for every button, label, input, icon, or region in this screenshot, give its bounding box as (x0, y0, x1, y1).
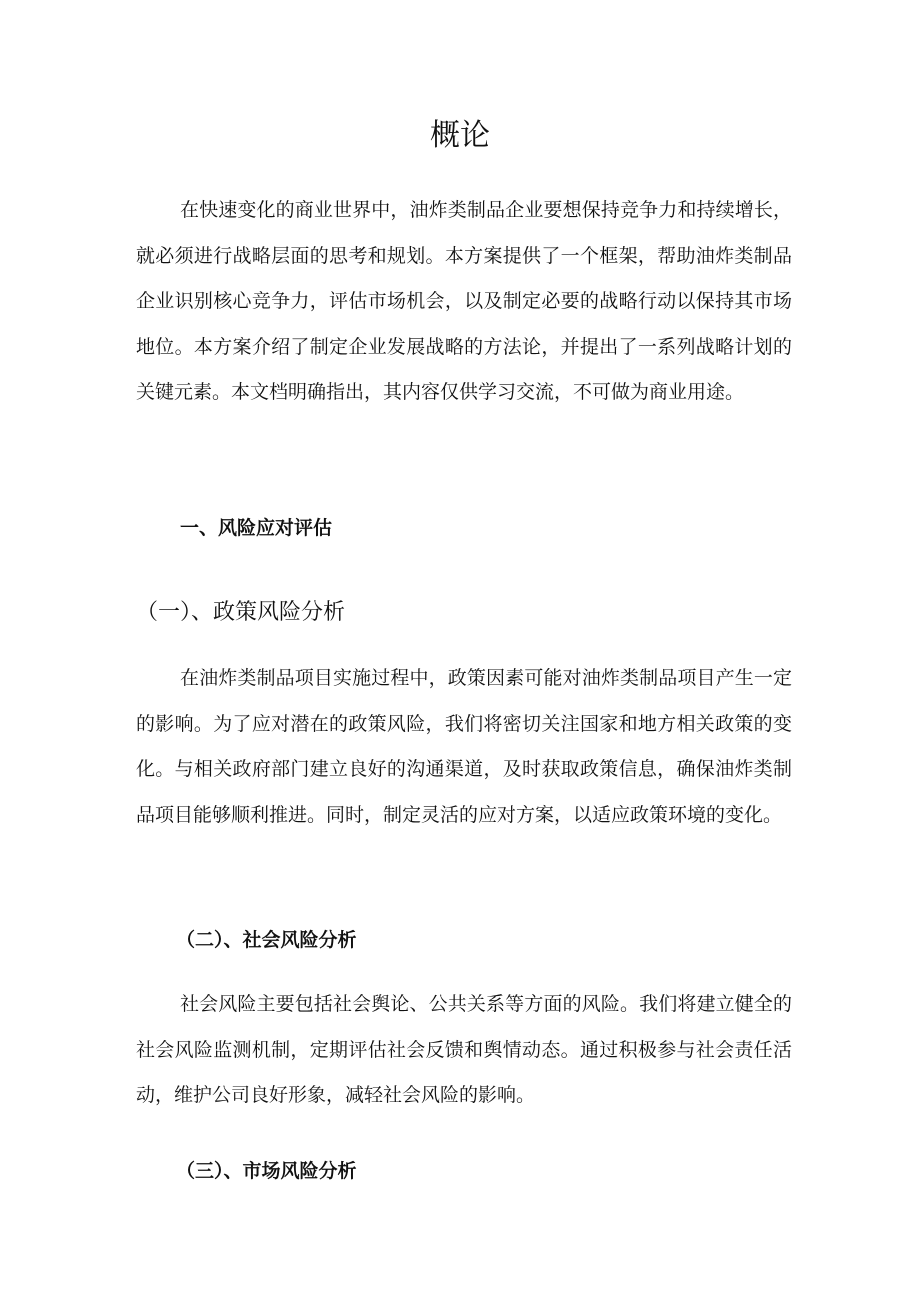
policy-risk-paragraph: 在油炸类制品项目实施过程中，政策因素可能对油炸类制品项目产生一定的影响。为了应对潜在的政策风险，我们将密切关注国家和地方相关政策的变化。与相关政府部门建立良好的沟通渠道，及时获取政策信息，确保油炸类制品项目能够顺利推进。同时，制定灵活的应对方案，以适应政策环境的变化。 (136, 667, 792, 826)
intro-paragraph: 在快速变化的商业世界中，油炸类制品企业要想保持竞争力和持续增长，就必须进行战略层面的思考和规划。本方案提供了一个框架，帮助油炸类制品企业识别核心竞争力，评估市场机会，以及制定必要的战略行动以保持其市场地位。本方案介绍了制定企业发展战略的方法论，并提出了一系列战略计划的关键元素。本文档明确指出，其内容仅供学习交流，不可做为商业用途。 (136, 199, 792, 403)
subsection-heading-policy-risk: （一）、政策风险分析 (136, 600, 346, 625)
page-title: 概论 (430, 118, 490, 153)
subsection-heading-market-risk: （三）、市场风险分析 (176, 1160, 357, 1182)
social-risk-paragraph: 社会风险主要包括社会舆论、公共关系等方面的风险。我们将建立健全的社会风险监测机制，定期评估社会反馈和舆情动态。通过积极参与社会责任活动，维护公司良好形象，减轻社会风险的影响。 (136, 993, 792, 1106)
section-heading-risk-assessment: 一、风险应对评估 (180, 517, 333, 539)
subsection-heading-social-risk: （二）、社会风险分析 (176, 929, 357, 951)
